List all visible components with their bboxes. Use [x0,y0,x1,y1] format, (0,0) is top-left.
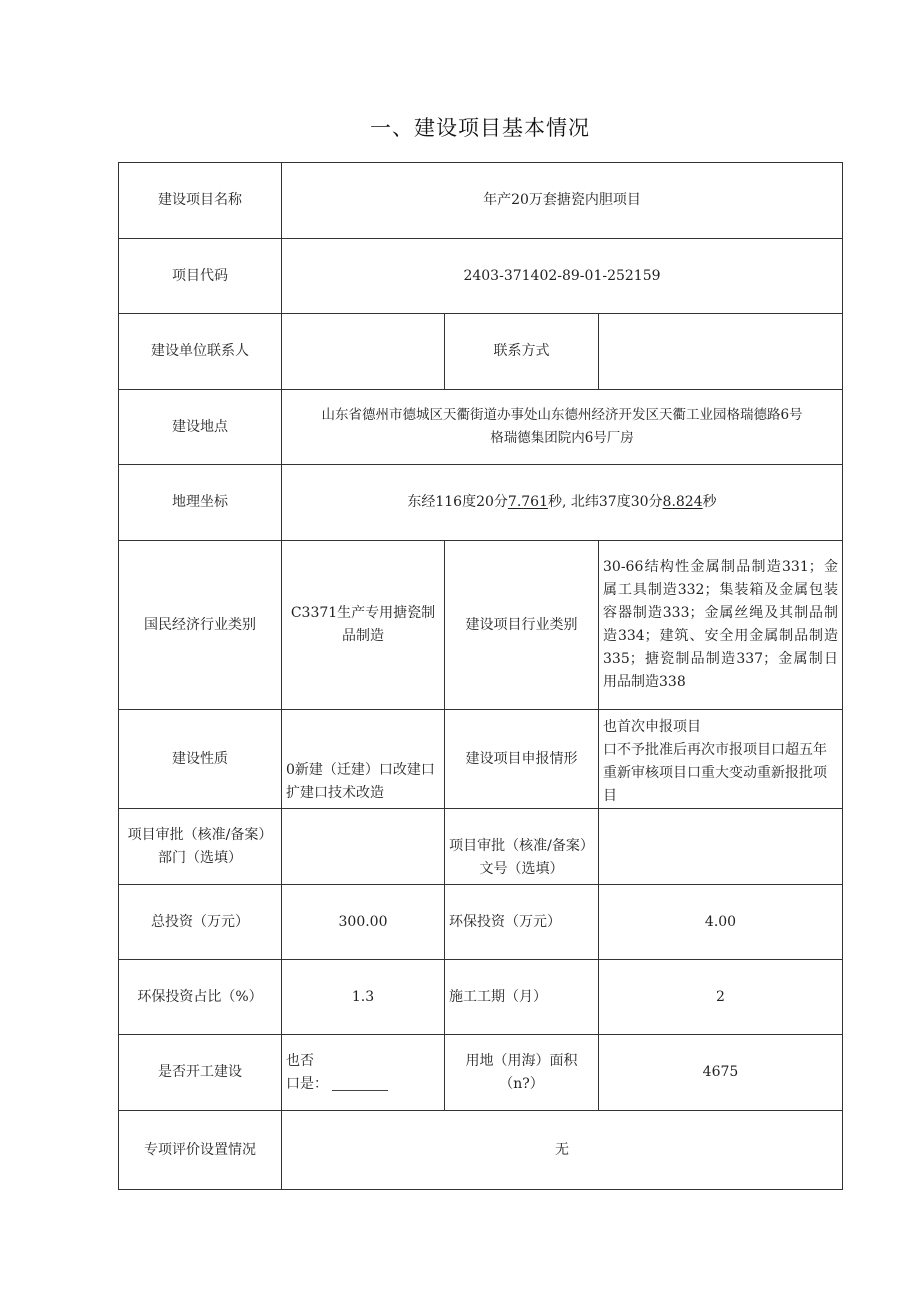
project-info-table [118,162,843,1190]
option-yes[interactable]: 口是： [286,1075,328,1092]
location-label: 建设地点 [119,390,282,465]
page-title: 一、建设项目基本情况 [370,116,590,140]
table-row [119,541,843,710]
coordinates-value [282,465,843,541]
project-name-label: 建设项目名称 [119,163,282,239]
env-ratio-value: 1.3 [282,960,445,1035]
land-area-value: 4675 [599,1035,843,1111]
nature-value: 0新建（迁建）口改建口扩建口技术改造 [282,710,445,809]
option-no[interactable]: 也否 [286,1052,314,1069]
location-line-1: 山东省德州市德城区天衢街道办事处山东德州经济开发区天衢工业园格瑞德路6号 [321,407,803,423]
approval-dept-value [282,809,445,885]
industry-category-value: 30-66结构性金属制品制造331；金属工具制造332；集装箱及金属包装容器制造333；金属丝绳及其制品制造334；建筑、安全用金属制品制造335；搪瓷制品制造337；金属制日用品制造338 [599,541,843,710]
total-investment-label: 总投资（万元） [119,885,282,960]
table-row [119,809,843,885]
approval-dept-label: 项目审批（核准/备案）部门（选填） [119,809,282,885]
table-row [119,390,843,465]
location-line-2: 格瑞德集团院内6号厂房 [490,430,634,446]
industry-class-value: C3371生产专用搪瓷制品制造 [282,541,445,710]
table-row [119,960,843,1035]
option-yes-row [286,1073,440,1096]
contact-method-value [599,314,843,390]
project-code-label: 项目代码 [119,239,282,314]
special-eval-label: 专项评价设置情况 [119,1111,282,1190]
declare-value [599,710,843,809]
east-prefix: 东经116度20分 [407,494,508,510]
industry-class-label: 国民经济行业类别 [119,541,282,710]
industry-category-label: 建设项目行业类别 [445,541,599,710]
contact-person-label: 建设单位联系人 [119,314,282,390]
nature-label: 建设性质 [119,710,282,809]
table-row [119,710,843,809]
coordinates-mid: 秒, 北纬37度30分 [548,494,663,510]
table-row [119,465,843,541]
contact-method-label: 联系方式 [445,314,599,390]
special-eval-value: 无 [282,1111,843,1190]
yes-blank-line [332,1076,388,1091]
declare-line-1: 也首次申报项目 [603,719,701,735]
env-ratio-label: 环保投资占比（%） [119,960,282,1035]
north-seconds: 8.824 [662,494,703,510]
land-area-label: 用地（用海）面积（n?） [445,1035,599,1111]
approval-doc-label: 项目审批（核准/备案）文号（选填） [445,809,599,885]
table-row [119,1035,843,1111]
location-value [282,390,843,465]
table-row [119,239,843,314]
coordinates-suffix: 秒 [702,494,717,510]
env-investment-value: 4.00 [599,885,843,960]
table-row [119,885,843,960]
table-row [119,1111,843,1190]
table-row [119,314,843,390]
contact-person-value [282,314,445,390]
started-options [282,1035,445,1111]
declare-label: 建设项目申报情形 [445,710,599,809]
construction-period-label: 施工工期（月） [445,960,599,1035]
approval-doc-value [599,809,843,885]
table-row [119,163,843,239]
env-investment-label: 环保投资（万元） [445,885,599,960]
project-code-value: 2403-371402-89-01-252159 [282,239,843,314]
total-investment-value: 300.00 [282,885,445,960]
east-seconds: 7.761 [507,494,548,510]
coordinates-label: 地理坐标 [119,465,282,541]
declare-line-2: 口不予批准后再次市报项目口超五年重新审核项目口重大变动重新报批项目 [603,742,827,804]
project-name-value: 年产20万套搪瓷内胆项目 [282,163,843,239]
construction-period-value: 2 [599,960,843,1035]
started-label: 是否开工建设 [119,1035,282,1111]
